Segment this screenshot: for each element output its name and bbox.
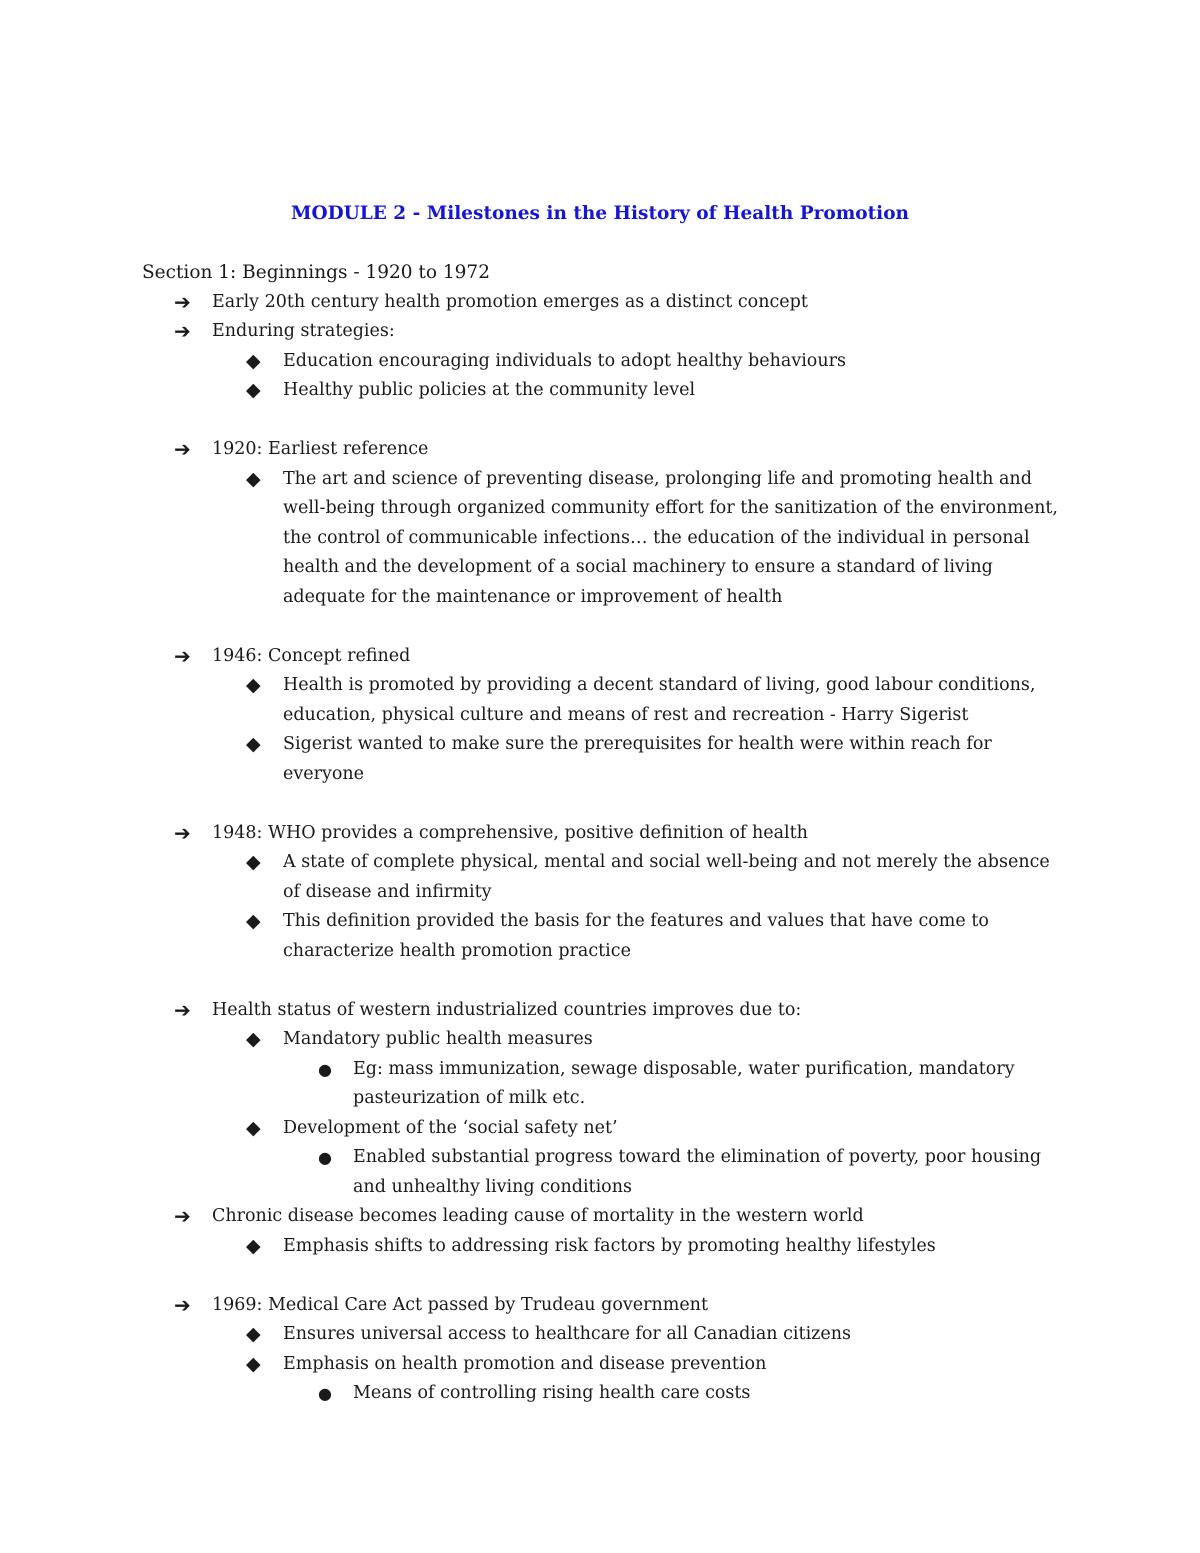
list-item <box>142 376 1072 406</box>
list-item <box>142 819 1072 849</box>
diamond-bullet-icon: ◆ <box>246 1234 261 1257</box>
diamond-bullet-icon: ◆ <box>246 1323 261 1345</box>
list-item <box>142 848 1072 907</box>
list-item <box>142 1143 1072 1202</box>
list-item-text: Enabled substantial progress toward the elimination of poverty, poor housing and unhealthy living conditions <box>353 1147 1042 1197</box>
list-item <box>142 1202 1072 1232</box>
dot-bullet-icon: ● <box>318 1384 332 1403</box>
list-item-text: Chronic disease becomes leading cause of mortality in the western world <box>212 1206 864 1226</box>
dot-bullet-icon: ● <box>318 1059 332 1079</box>
arrow-bullet-icon: ➔ <box>174 319 191 343</box>
list-item <box>142 907 1072 966</box>
list-item-text: Sigerist wanted to make sure the prerequisites for health were within reach for everyone <box>283 734 992 784</box>
diamond-bullet-icon: ◆ <box>246 349 261 372</box>
list-item-text: 1946: Concept refined <box>212 645 411 666</box>
list-item-text: Enduring strategies: <box>212 321 395 341</box>
page-title: MODULE 2 - Milestones in the History of Health Promotion <box>290 203 909 224</box>
diamond-bullet-icon: ◆ <box>246 1116 261 1139</box>
diamond-bullet-icon: ◆ <box>246 1028 261 1050</box>
list-item-text: 1948: WHO provides a comprehensive, positive definition of health <box>212 822 808 843</box>
diamond-bullet-icon: ◆ <box>246 379 261 401</box>
list-item <box>142 1350 1072 1380</box>
list-item-text: Emphasis on health promotion and disease prevention <box>283 1353 767 1374</box>
arrow-bullet-icon: ➔ <box>174 643 191 668</box>
arrow-bullet-icon: ➔ <box>174 437 191 461</box>
list-item <box>142 1025 1072 1055</box>
list-item-text: Early 20th century health promotion emerges as a distinct concept <box>212 291 808 312</box>
list-item <box>142 996 1072 1026</box>
arrow-bullet-icon: ➔ <box>174 1204 191 1228</box>
list-item <box>142 1379 1072 1409</box>
list-item <box>142 1114 1072 1144</box>
diamond-bullet-icon: ◆ <box>246 467 261 490</box>
list-item <box>142 317 1072 347</box>
diamond-bullet-icon: ◆ <box>246 733 261 755</box>
list-item-text: The art and science of preventing disease, prolonging life and promoting health and well-being through organized community effort for the sanitization of the environment, the control of communicable infections… the education of the individual in personal health and the development of a social machinery to ensure a standard of living adequate for the maintenance or improvement of health <box>283 468 1058 607</box>
list-item <box>142 1232 1072 1262</box>
arrow-bullet-icon: ➔ <box>174 1292 191 1317</box>
arrow-bullet-icon: ➔ <box>174 997 191 1022</box>
list-item-text: Health status of western industrialized countries improves due to: <box>212 999 802 1020</box>
list-item-text: Eg: mass immunization, sewage disposable, water purification, mandatory pasteurization of milk etc. <box>353 1058 1015 1108</box>
list-item-text: Mandatory public health measures <box>283 1029 593 1049</box>
list-item-text: Means of controlling rising health care costs <box>353 1383 751 1403</box>
list-item-text: A state of complete physical, mental and social well-being and not merely the absence of disease and infirmity <box>283 852 1050 902</box>
list-item-text: Healthy public policies at the community level <box>283 380 696 400</box>
list-item <box>142 1055 1072 1114</box>
list-item <box>142 347 1072 377</box>
list-item <box>142 465 1072 613</box>
list-item-text: 1969: Medical Care Act passed by Trudeau government <box>212 1294 708 1315</box>
dot-bullet-icon: ● <box>318 1148 332 1167</box>
list-item-text: 1920: Earliest reference <box>212 439 429 459</box>
list-item-text: Emphasis shifts to addressing risk factors by promoting healthy lifestyles <box>283 1235 936 1256</box>
list-item <box>142 1291 1072 1321</box>
list-item <box>142 730 1072 789</box>
list-item-text: This definition provided the basis for the features and values that have come to characterize health promotion practice <box>283 911 989 961</box>
list-item <box>142 288 1072 318</box>
list-item <box>142 642 1072 672</box>
arrow-bullet-icon: ➔ <box>174 820 191 845</box>
list-item <box>142 435 1072 465</box>
list-item <box>142 671 1072 730</box>
list-item-text: Health is promoted by providing a decent standard of living, good labour conditions, education, physical culture and means of rest and recreation - Harry Sigerist <box>283 675 1036 725</box>
document-body <box>142 258 1072 1409</box>
list-item-text: Development of the ‘social safety net’ <box>283 1117 618 1138</box>
diamond-bullet-icon: ◆ <box>246 1352 261 1375</box>
diamond-bullet-icon: ◆ <box>246 674 261 696</box>
list-item-text: Ensures universal access to healthcare for all Canadian citizens <box>283 1324 851 1344</box>
diamond-bullet-icon: ◆ <box>246 851 261 873</box>
diamond-bullet-icon: ◆ <box>246 910 261 932</box>
list-item-text: Education encouraging individuals to adopt healthy behaviours <box>283 350 846 371</box>
list-item <box>142 1320 1072 1350</box>
arrow-bullet-icon: ➔ <box>174 289 191 314</box>
section-heading: Section 1: Beginnings - 1920 to 1972 <box>142 262 490 283</box>
